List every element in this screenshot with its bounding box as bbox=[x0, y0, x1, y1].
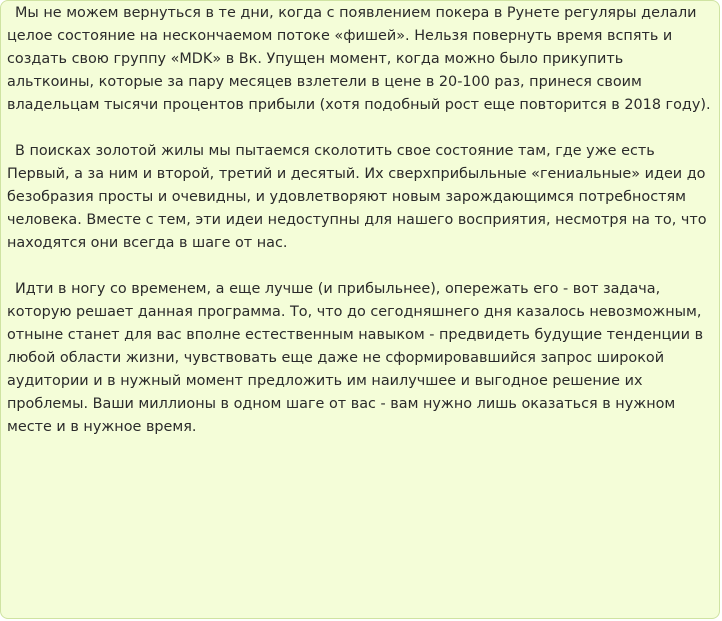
article-text bbox=[7, 1, 711, 439]
paragraph-1: Мы не можем вернуться в те дни, когда с появлением покера в Рунете регуляры делали целое состояние на нескончаемом потоке «фишей». Нельзя повернуть время вспять и создать свою группу «MDK» в Вк. Упущен момент, когда можно было прикупить альткоины, которые за пару месяцев взлетели в цене в 20-100 раз, принеся своим владельцам тысячи процентов прибыли (хотя подобный рост еще повторится в 2018 году). bbox=[7, 5, 711, 113]
paragraph-2: В поисках золотой жилы мы пытаемся сколотить свое состояние там, где уже есть Первый, а за ним и второй, третий и десятый. Их сверхприбыльные «гениальные» идеи до безобразия просты и очевидны, и удовлетворяют новым зарождающимся потребностям человека. Вместе с тем, эти идеи недоступны для нашего восприятия, несмотря на то, что находятся они всегда в шаге от нас. bbox=[7, 143, 707, 251]
paragraph-3: Идти в ногу со временем, а еще лучше (и прибыльнее), опережать его - вот задача, которую решает данная программа. То, что до сегодняшнего дня казалось невозможным, отныне станет для вас вполне естественным навыком - предвидеть будущие тенденции в любой области жизни, чувствовать еще даже не сформировавшийся запрос широкой аудитории и в нужный момент предложить им наилучшее и выгодное решение их проблемы. Ваши миллионы в одном шаге от вас - вам нужно лишь оказаться в нужном месте и в нужное время. bbox=[7, 281, 704, 435]
